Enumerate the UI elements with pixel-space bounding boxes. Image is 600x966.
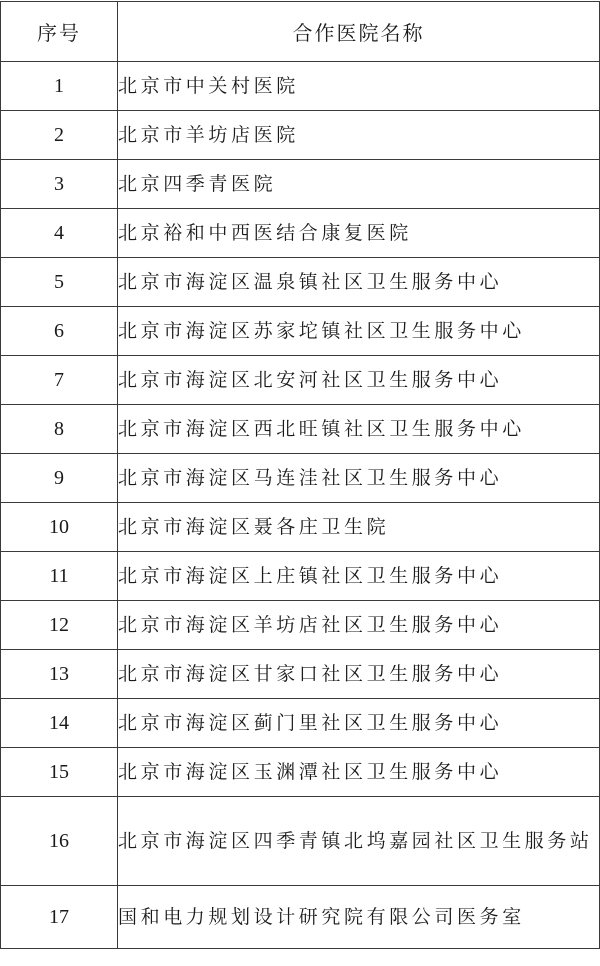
row-index: 16 xyxy=(1,797,118,886)
row-hospital-name: 北京市海淀区聂各庄卫生院 xyxy=(118,503,600,552)
table-row xyxy=(1,748,600,797)
row-hospital-name: 北京市羊坊店医院 xyxy=(118,111,600,160)
table-row xyxy=(1,503,600,552)
row-index: 15 xyxy=(1,748,118,797)
row-hospital-name: 北京裕和中西医结合康复医院 xyxy=(118,209,600,258)
partner-hospitals-table xyxy=(0,1,600,949)
table-row xyxy=(1,62,600,111)
table-row xyxy=(1,258,600,307)
row-hospital-name: 北京市海淀区甘家口社区卫生服务中心 xyxy=(118,650,600,699)
row-hospital-name: 北京市海淀区马连洼社区卫生服务中心 xyxy=(118,454,600,503)
row-index: 12 xyxy=(1,601,118,650)
row-hospital-name: 北京市中关村医院 xyxy=(118,62,600,111)
row-index: 7 xyxy=(1,356,118,405)
row-hospital-name: 北京市海淀区苏家坨镇社区卫生服务中心 xyxy=(118,307,600,356)
row-index: 9 xyxy=(1,454,118,503)
row-index: 13 xyxy=(1,650,118,699)
row-hospital-name: 北京市海淀区玉渊潭社区卫生服务中心 xyxy=(118,748,600,797)
row-index: 6 xyxy=(1,307,118,356)
row-index: 2 xyxy=(1,111,118,160)
row-index: 8 xyxy=(1,405,118,454)
table-row xyxy=(1,886,600,949)
table-row xyxy=(1,454,600,503)
row-index: 5 xyxy=(1,258,118,307)
row-index: 14 xyxy=(1,699,118,748)
row-hospital-name: 北京市海淀区上庄镇社区卫生服务中心 xyxy=(118,552,600,601)
row-index: 3 xyxy=(1,160,118,209)
table-row xyxy=(1,601,600,650)
row-hospital-name: 北京市海淀区四季青镇北坞嘉园社区卫生服务站 xyxy=(118,797,600,886)
row-hospital-name: 北京市海淀区羊坊店社区卫生服务中心 xyxy=(118,601,600,650)
row-index: 4 xyxy=(1,209,118,258)
table-row xyxy=(1,111,600,160)
table-row xyxy=(1,699,600,748)
row-hospital-name: 北京市海淀区蓟门里社区卫生服务中心 xyxy=(118,699,600,748)
row-index: 17 xyxy=(1,886,118,949)
table-row xyxy=(1,307,600,356)
table-row xyxy=(1,552,600,601)
table-row xyxy=(1,797,600,886)
table-row xyxy=(1,209,600,258)
table-row xyxy=(1,650,600,699)
row-index: 1 xyxy=(1,62,118,111)
row-hospital-name: 国和电力规划设计研究院有限公司医务室 xyxy=(118,886,600,949)
row-hospital-name: 北京四季青医院 xyxy=(118,160,600,209)
row-index: 11 xyxy=(1,552,118,601)
table-row xyxy=(1,160,600,209)
row-index: 10 xyxy=(1,503,118,552)
row-hospital-name: 北京市海淀区温泉镇社区卫生服务中心 xyxy=(118,258,600,307)
row-hospital-name: 北京市海淀区北安河社区卫生服务中心 xyxy=(118,356,600,405)
table-row xyxy=(1,405,600,454)
header-hospital-name: 合作医院名称 xyxy=(118,2,600,62)
header-index: 序号 xyxy=(1,2,118,62)
table-row xyxy=(1,356,600,405)
row-hospital-name: 北京市海淀区西北旺镇社区卫生服务中心 xyxy=(118,405,600,454)
table-header-row xyxy=(1,2,600,62)
